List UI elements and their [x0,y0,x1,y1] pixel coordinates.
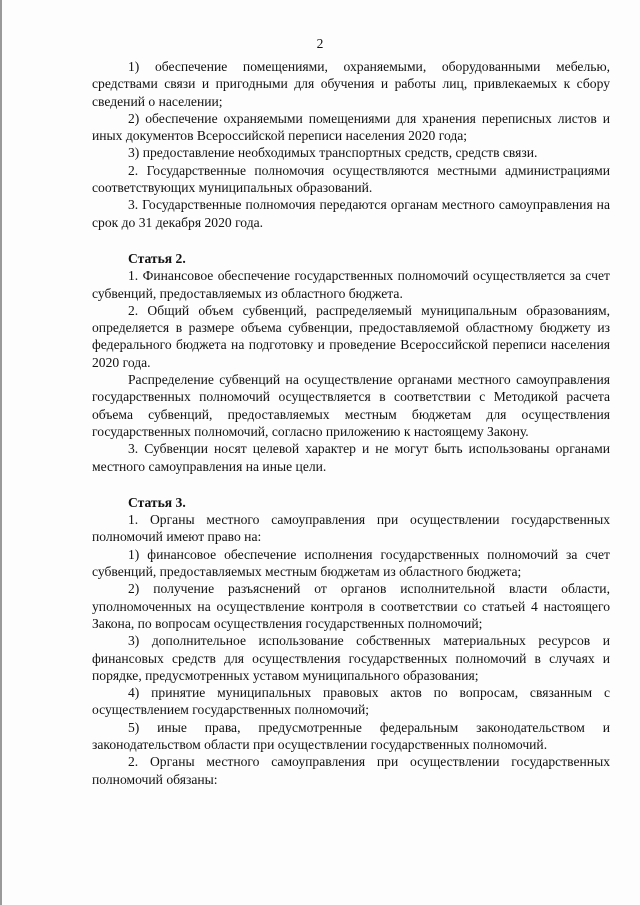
article-2-paragraph-2: 2. Общий объем субвенций, распределяемый муниципальным образованиям, определяется в размере объема субвенции, предоставляемой областному бюджету из федерального бюджета на подготовку и проведение Всероссийской переписи населения 2020 года. [92,302,610,370]
article-3-right-5: 5) иные права, предусмотренные федеральным законодательством и законодательством области при осуществлении государственных полномочий. [92,719,610,752]
article-3-paragraph-2: 2. Органы местного самоуправления при осуществлении государственных полномочий обязаны: [92,754,610,787]
paragraph-clause-3: 3. Государственные полномочия передаются органам местного самоуправления на срок до 31 декабря 2020 года. [92,197,610,230]
scan-edge [0,0,2,905]
article-3-paragraph-1: 1. Органы местного самоуправления при осуществлении государственных полномочий имеют право на: [92,512,610,545]
article-2-paragraph-distribution: Распределение субвенций на осуществление органами местного самоуправления государственных полномочий осуществляется в соответствии с Методикой расчета объема субвенций, предоставляемых местным бюджетам для осуществления государственных полномочий, согласно приложению к настоящему Закону. [92,372,610,439]
article-3-right-1: 1) финансовое обеспечение исполнения государственных полномочий за счет субвенций, предоставляемых местным бюджетам из областного бюджета; [92,546,610,580]
article-3-heading: Статья 3. [128,494,186,510]
paragraph-1-1: 1) обеспечение помещениями, охраняемыми, оборудованными мебелью, средствами связи и пригодными для обучения и работы лиц, привлекаемых к сбору сведений о населении; [92,59,610,109]
paragraph-clause-2: 2. Государственные полномочия осуществляются местными администрациями соответствующих муниципальных образований. [92,162,610,196]
article-2-paragraph-3: 3. Субвенции носят целевой характер и не могут быть использованы органами местного самоуправления на иные цели. [92,441,610,474]
paragraph-1-2: 2) обеспечение охраняемыми помещениями для хранения переписных листов и иных документов Всероссийской переписи населения 2020 года; [92,110,610,144]
page-number: 2 [316,36,324,51]
article-3-right-2: 2) получение разъяснений от органов исполнительной власти области, уполномоченных на осуществление контроля в соответствии со статьей 4 настоящего Закона, по вопросам осуществления государственных полномочий; [92,581,610,631]
article-3-right-4: 4) принятие муниципальных правовых актов по вопросам, связанным с осуществлением государственных полномочий; [92,685,610,718]
article-2-heading: Статья 2. [128,250,186,266]
article-3-right-3: 3) дополнительное использование собственных материальных ресурсов и финансовых средств для осуществления государственных полномочий в случаях и порядке, предусмотренных уставом муниципального образования; [92,633,610,683]
article-2-paragraph-1: 1. Финансовое обеспечение государственных полномочий осуществляется за счет субвенций, предоставляемых из областного бюджета. [92,268,610,301]
document-body [92,58,610,788]
paragraph-1-3: 3) предоставление необходимых транспортных средств, средств связи. [128,145,538,161]
